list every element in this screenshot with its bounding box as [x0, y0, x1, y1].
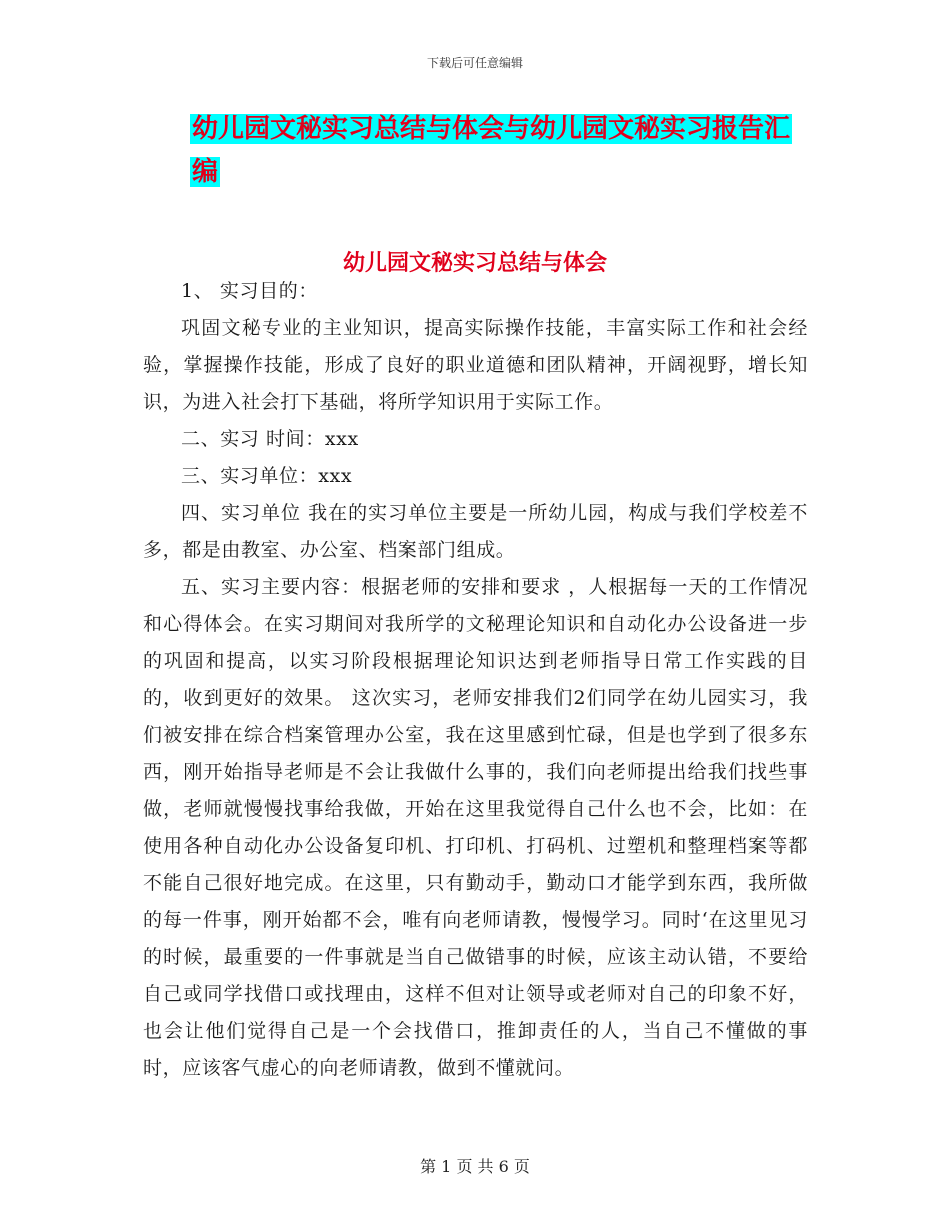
page-number: 第 1 页 共 6 页 [420, 1157, 530, 1176]
header-note: 下载后可任意编辑 [426, 56, 523, 70]
document-title-line-1: 幼儿园文秘实习总结与体会与幼儿园文秘实习报告汇 [192, 114, 791, 144]
paragraph-unit-description: 四、实习单位 我在的实习单位主要是一所幼儿园，构成与我们学校差不多，都是由教室、办公室、档案部门组成。 [143, 502, 808, 561]
document-title-line-2: 编 [192, 157, 219, 187]
paragraph-main-content: 五、实习主要内容：根据老师的安排和要求 ，人根据每一天的工作情况和心得体会。在实习期间对我所学的文秘理论知识和自动化办公设备进一步的巩固和提高，以实习阶段根据理论知识达到老师指导日常工作实践的目的，收到更好的效果。 这次实习，老师安排我们2们同学在幼儿园实习，我们被安排在综合档案管理办公室，我在这里感到忙碌，但是也学到了很多东西，刚开始指导老师是不会让我做什么事的，我们向老师提出给我们找些事做，老师就慢慢找事给我做，开始在这里我觉得自己什么也不会，比如：在使用各种自动化办公设备复印机、打印机、打码机、过塑机和整理档案等都不能自己很好地完成。在这里，只有勤动手，勤动口才能学到东西，我所做的每一件事，刚开始都不会，唯有向老师请教，慢慢学习。同时‘在这里见习的时候，最重要的一件事就是当自己做错事的时候，应该主动认错，不要给自己或同学找借口或找理由，这样不但对让领导或老师对自己的印象不好，也会让他们觉得自己是一个会找借口，推卸责任的人，当自己不懂做的事时，应该客气虚心的向老师请教，做到不懂就问。 [143, 576, 808, 1079]
paragraph-time: 二、实习 时间：xxx [181, 428, 359, 450]
paragraph-unit: 三、实习单位：xxx [181, 465, 353, 487]
paragraph-purpose-heading: 1、 实习目的： [181, 280, 318, 302]
paragraph-purpose: 巩固文秘专业的主业知识，提高实际操作技能，丰富实际工作和社会经验，掌握操作技能，形成了良好的职业道德和团队精神，开阔视野，增长知识，为进入社会打下基础，将所学知识用于实际工作。 [143, 317, 808, 413]
section-title: 幼儿园文秘实习总结与体会 [342, 251, 607, 276]
document-body [143, 273, 808, 1087]
document-title [190, 108, 810, 194]
